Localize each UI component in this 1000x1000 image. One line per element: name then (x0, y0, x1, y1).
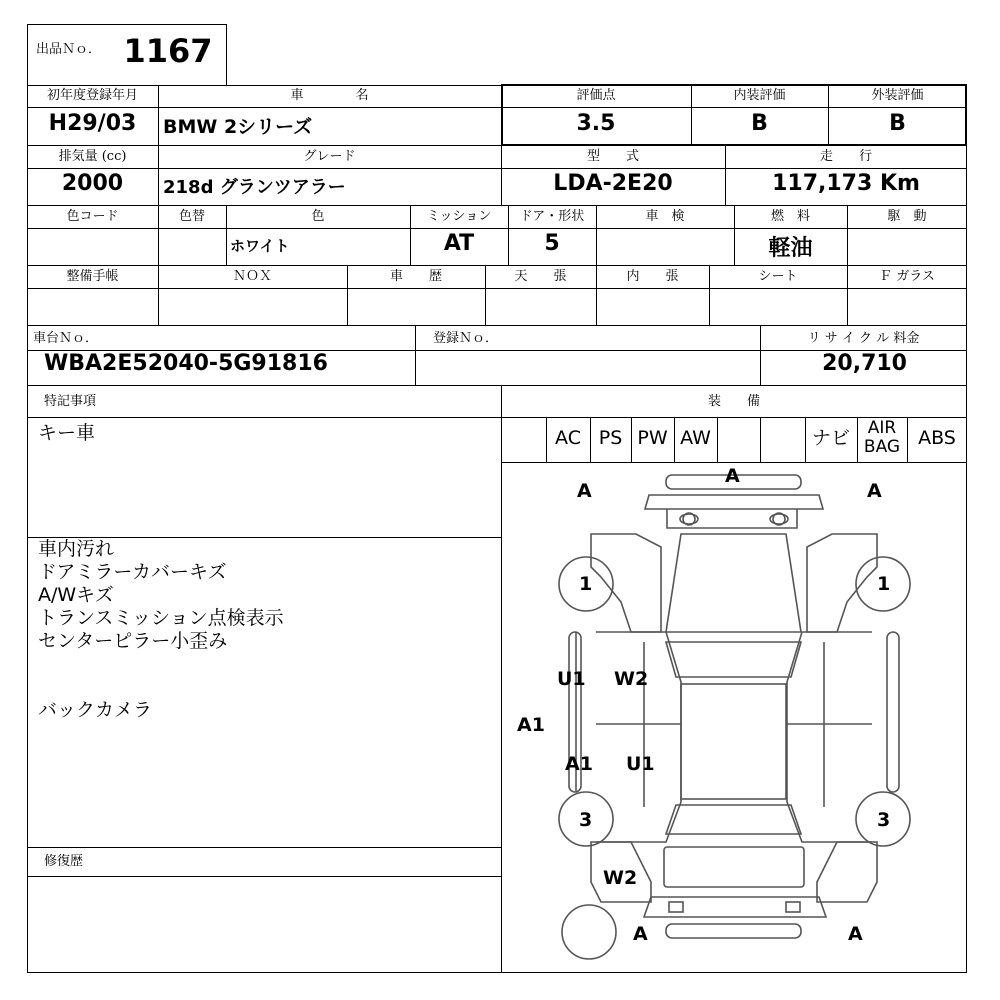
damage-mark: 3 (579, 809, 593, 831)
equip-item-airbag: AIR BAG (863, 418, 901, 457)
color-value: ホワイト (230, 237, 290, 255)
service-book-label: 整備手帳 (66, 269, 119, 284)
note-line: 車内汚れ (38, 538, 115, 560)
mission-value: AT (443, 231, 475, 256)
equip-item-abs: ABS (918, 427, 956, 449)
damage-mark: W2 (603, 867, 638, 889)
notes-label: 特記事項 (44, 394, 97, 409)
car-name-label: 車 名 (290, 88, 369, 103)
score-label: 評価点 (576, 88, 616, 103)
reg-no-label: 登録Ｎｏ． (433, 331, 499, 346)
interior-label: 内装評価 (733, 88, 786, 103)
inspection-label: 車 検 (645, 209, 685, 224)
history-label: 車 歴 (389, 269, 442, 284)
color-label: 色 (311, 209, 325, 224)
damage-mark: U1 (557, 668, 586, 690)
damage-mark: 1 (877, 573, 891, 595)
exterior-value: B (889, 111, 906, 136)
mission-label: ミッション (426, 209, 492, 224)
damage-mark: A (633, 923, 648, 945)
damage-mark: W2 (614, 668, 649, 690)
damage-mark: A (848, 923, 863, 945)
note-line: センターピラー小歪み (38, 630, 228, 652)
damage-mark: 3 (877, 809, 891, 831)
exterior-label: 外装評価 (871, 88, 924, 103)
fuel-label: 燃 料 (770, 209, 810, 224)
recycle-value: 20,710 (822, 351, 907, 376)
first-reg-value: H29/03 (48, 111, 137, 136)
damage-mark: A1 (517, 714, 545, 736)
model-value: LDA-2E20 (553, 171, 673, 196)
equip-item-ac: AC (555, 427, 581, 449)
chassis-value: WBA2E52040-5G91816 (44, 351, 328, 376)
drive-label: 駆 動 (887, 209, 927, 224)
note-line: A/Wキズ (38, 584, 114, 606)
note-line (38, 653, 284, 676)
first-reg-label: 初年度登録年月 (46, 88, 138, 103)
recycle-label: リ サ イ ク ル 料金 (807, 331, 920, 346)
chassis-label: 車台Ｎｏ． (33, 331, 99, 346)
equipment-label: 装 備 (707, 394, 760, 409)
grade-label: グレード (303, 149, 356, 164)
seat-label: シート (758, 269, 798, 284)
equip-item-ps: PS (598, 427, 623, 449)
fuel-value: 軽油 (768, 236, 813, 261)
glass-label: Ｆ ガラス (879, 269, 935, 284)
damage-mark: A (725, 465, 740, 487)
grade-value: 218d グランツアラー (163, 177, 346, 198)
displacement-label: 排気量 (cc) (58, 149, 127, 164)
interior-value: B (751, 111, 768, 136)
notes-top: キー車 (38, 422, 96, 444)
lot-number-value: 1167 (123, 32, 213, 70)
equip-item-navi: ナビ (811, 427, 850, 449)
note-line: ドアミラーカバーキズ (38, 561, 227, 583)
door-label: ドア・形状 (519, 209, 585, 224)
color-code-label: 色コード (66, 209, 119, 224)
door-value: 5 (544, 231, 560, 256)
color-change-label: 色替 (178, 209, 205, 224)
displacement-value: 2000 (61, 171, 124, 196)
score-value: 3.5 (576, 111, 616, 136)
repair-label: 修復歴 (44, 854, 84, 869)
car-name-value: BMW 2シリーズ (163, 116, 313, 138)
damage-mark: A (867, 480, 882, 502)
note-line (38, 676, 284, 699)
sunroof-label: 天 張 (514, 269, 567, 284)
inner-roof-label: 内 張 (626, 269, 679, 284)
note-line: トランスミッション点検表示 (38, 607, 284, 629)
notes-lines (38, 538, 284, 722)
damage-mark: A1 (565, 753, 593, 775)
equip-item-aw: AW (680, 427, 711, 449)
note-line: バックカメラ (38, 699, 153, 721)
lot-number-label: 出品Ｎｏ． (36, 42, 102, 57)
nox-label: ＮＯＸ (232, 269, 272, 284)
damage-mark: 1 (579, 573, 593, 595)
damage-mark: A (577, 480, 592, 502)
mileage-value: 117,173 Km (772, 171, 920, 196)
model-label: 型 式 (586, 149, 639, 164)
equip-item-pw: PW (637, 427, 668, 449)
car-diagram (501, 462, 967, 973)
mileage-label: 走 行 (819, 149, 872, 164)
damage-mark: U1 (626, 753, 655, 775)
